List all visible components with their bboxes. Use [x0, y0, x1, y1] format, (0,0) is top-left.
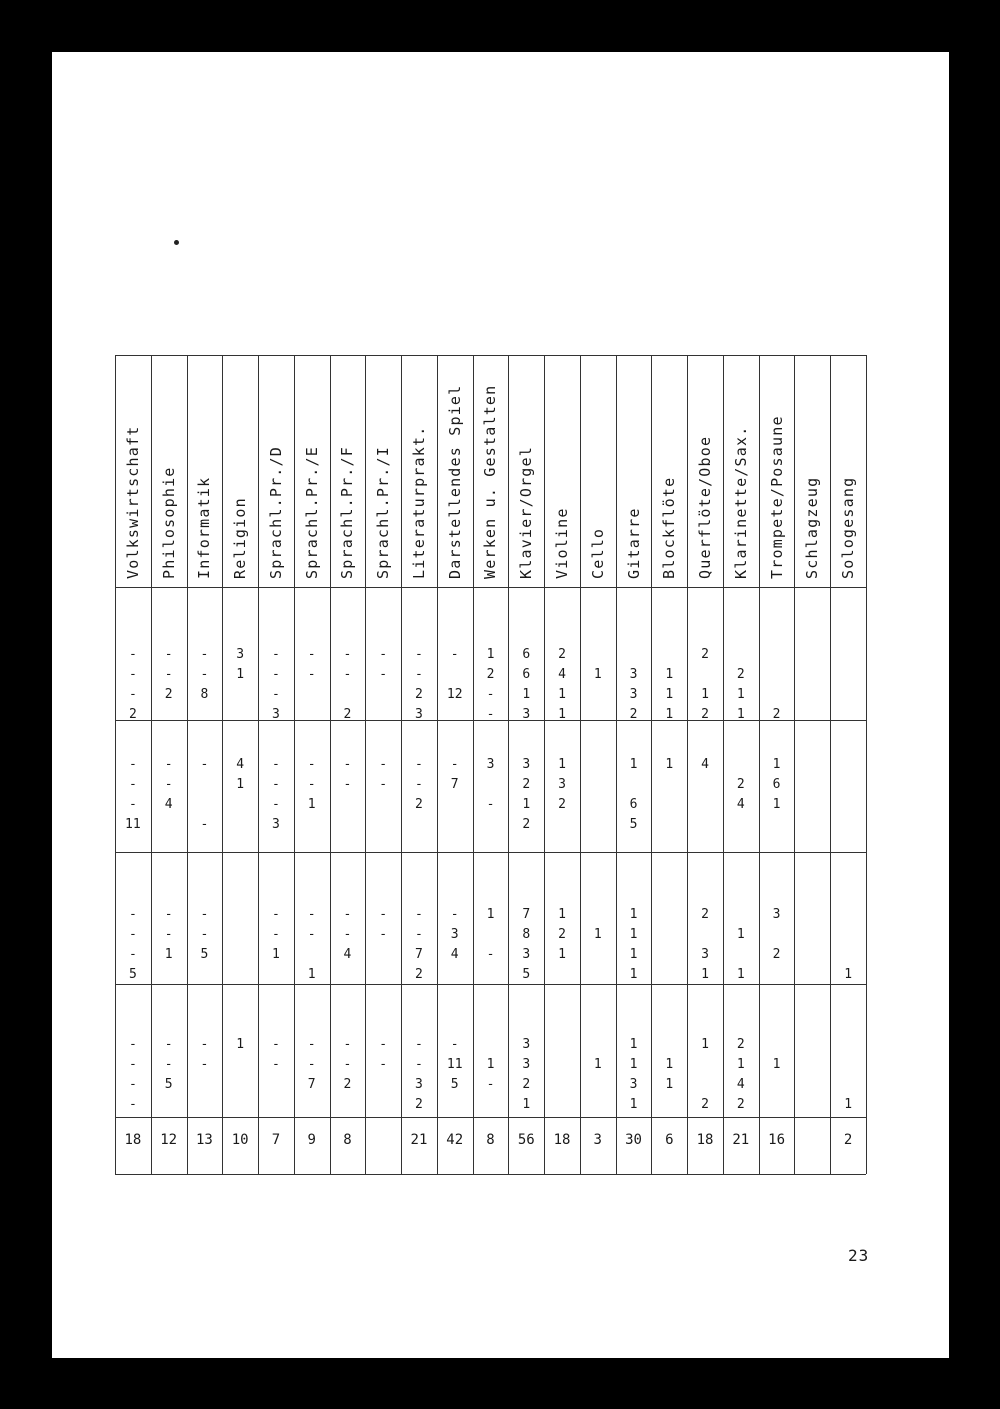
cell-value: 1: [844, 967, 853, 982]
column-header: [187, 355, 223, 587]
cell-value: -: [164, 647, 173, 662]
cell-value: 2: [415, 967, 423, 982]
column-header: [294, 355, 330, 587]
cell-value: -: [343, 757, 352, 772]
column-total: 6: [665, 1132, 674, 1148]
cell-value: 1: [236, 1037, 245, 1052]
ink-speck: [174, 240, 179, 245]
column-header: [222, 355, 258, 587]
table-column: [759, 355, 795, 1174]
page-number: 23: [848, 1246, 870, 1265]
cell-value: -: [200, 1057, 209, 1072]
cell-value: 1: [665, 707, 674, 722]
cell-value: -: [307, 667, 316, 682]
cell-value: 2: [415, 687, 423, 702]
cell-value: 7: [307, 1077, 316, 1092]
cell-value: -: [164, 1057, 173, 1072]
cell-value: -: [200, 927, 209, 942]
column-header: [687, 355, 723, 587]
cell-value: 1: [236, 667, 245, 682]
table-column: [187, 355, 223, 1174]
cell-value: -: [343, 777, 352, 792]
cell-value: 2: [343, 1077, 352, 1092]
column-header-label: Schlagzeug: [803, 476, 822, 579]
cell-value: -: [128, 907, 137, 922]
column-header: [830, 355, 866, 587]
cell-value: 3: [415, 707, 423, 722]
cell-value: 2: [343, 707, 352, 722]
cell-value: 4: [558, 667, 566, 682]
column-header-label: Sprachl.Pr./E: [302, 446, 321, 579]
cell-value: 2: [128, 707, 137, 722]
column-header: [330, 355, 366, 587]
cell-value: 1: [164, 947, 173, 962]
cell-value: -: [128, 757, 137, 772]
cell-value: 1: [701, 687, 709, 702]
cell-value: 2: [701, 907, 709, 922]
cell-value: -: [272, 907, 280, 922]
cell-value: 3: [629, 687, 638, 702]
cell-value: -: [450, 757, 459, 772]
cell-value: -: [415, 927, 423, 942]
cell-value: 1: [701, 967, 709, 982]
column-header: [544, 355, 580, 587]
cell-value: 1: [736, 967, 745, 982]
cell-value: -: [379, 647, 388, 662]
cell-value: 3: [522, 757, 531, 772]
column-header-label: Darstellendes Spiel: [445, 384, 464, 579]
cell-value: -: [415, 1037, 423, 1052]
column-header: [151, 355, 187, 587]
cell-value: 1: [558, 757, 566, 772]
cell-value: 2: [772, 707, 781, 722]
cell-value: 1: [736, 1057, 745, 1072]
cell-value: 2: [736, 1097, 745, 1112]
table-column: [437, 355, 473, 1174]
cell-value: 3: [236, 647, 245, 662]
cell-value: 2: [558, 797, 566, 812]
cell-value: 5: [164, 1077, 173, 1092]
column-total: 18: [553, 1132, 571, 1148]
column-header: [759, 355, 795, 587]
cell-value: -: [200, 757, 209, 772]
cell-value: -: [128, 647, 137, 662]
cell-value: 3: [522, 1037, 531, 1052]
cell-value: -: [379, 757, 388, 772]
cell-value: 8: [200, 687, 209, 702]
cell-value: 11: [446, 1057, 463, 1072]
cell-value: 2: [522, 817, 531, 832]
cell-value: 6: [522, 667, 531, 682]
cell-value: 1: [736, 687, 745, 702]
cell-value: 1: [593, 667, 602, 682]
cell-value: -: [200, 667, 209, 682]
cell-value: 1: [844, 1097, 853, 1112]
cell-value: -: [128, 777, 137, 792]
table-column: [222, 355, 258, 1174]
cell-value: 8: [522, 927, 531, 942]
cell-value: -: [164, 667, 173, 682]
table-column: [508, 355, 544, 1174]
cell-value: -: [307, 927, 316, 942]
cell-value: 1: [236, 777, 245, 792]
cell-value: 1: [593, 1057, 602, 1072]
cell-value: 2: [415, 797, 423, 812]
cell-value: 7: [450, 777, 459, 792]
column-header: [580, 355, 616, 587]
column-total: 3: [593, 1132, 602, 1148]
column-total: 9: [307, 1132, 316, 1148]
cell-value: 1: [307, 797, 316, 812]
cell-value: -: [272, 797, 280, 812]
cell-value: 1: [558, 947, 566, 962]
table-column: [401, 355, 437, 1174]
cell-value: 5: [522, 967, 531, 982]
cell-value: 1: [629, 1057, 638, 1072]
cell-value: 4: [164, 797, 173, 812]
cell-value: 1: [665, 1077, 674, 1092]
column-header: [723, 355, 759, 587]
cell-value: -: [415, 777, 423, 792]
cell-value: 3: [272, 707, 280, 722]
table-column: [151, 355, 187, 1174]
table-column: [330, 355, 366, 1174]
column-total: 21: [732, 1132, 750, 1148]
column-header-label: Volkswirtschaft: [123, 425, 142, 579]
cell-value: -: [128, 1057, 137, 1072]
table-column: [473, 355, 509, 1174]
cell-value: -: [128, 667, 137, 682]
cell-value: -: [272, 927, 280, 942]
cell-value: 4: [736, 1077, 745, 1092]
column-header: [437, 355, 473, 587]
column-header: [365, 355, 401, 587]
table-column: [830, 355, 866, 1174]
cell-value: 5: [128, 967, 137, 982]
table-column: [544, 355, 580, 1174]
column-header-label: Sprachl.Pr./I: [374, 446, 393, 579]
cell-value: -: [164, 927, 173, 942]
cell-value: -: [272, 777, 280, 792]
table-column: [723, 355, 759, 1174]
cell-value: -: [128, 1097, 137, 1112]
cell-value: 2: [164, 687, 173, 702]
cell-value: 12: [446, 687, 463, 702]
column-total: 12: [160, 1132, 178, 1148]
cell-value: 1: [665, 757, 674, 772]
cell-value: 5: [450, 1077, 459, 1092]
cell-value: 6: [629, 797, 638, 812]
cell-value: -: [200, 907, 209, 922]
cell-value: -: [450, 1037, 459, 1052]
column-rule: [866, 355, 867, 1174]
cell-value: -: [272, 757, 280, 772]
cell-value: 5: [629, 817, 638, 832]
column-total: 2: [843, 1132, 853, 1148]
cell-value: -: [128, 687, 137, 702]
cell-value: 2: [736, 777, 745, 792]
column-header-label: Cello: [588, 527, 607, 579]
column-header: [794, 355, 830, 587]
column-total: 7: [271, 1132, 281, 1148]
cell-value: 1: [629, 967, 638, 982]
column-header-label: Trompete/Posaune: [767, 415, 786, 579]
cell-value: 1: [629, 1037, 638, 1052]
cell-value: -: [307, 757, 316, 772]
cell-value: -: [379, 667, 388, 682]
cell-value: 2: [522, 1077, 531, 1092]
cell-value: -: [486, 947, 495, 962]
table-column: [365, 355, 401, 1174]
cell-value: -: [343, 927, 352, 942]
column-header-label: Violine: [553, 507, 572, 579]
column-header: [508, 355, 544, 587]
column-total: 56: [517, 1132, 535, 1148]
cell-value: -: [379, 927, 388, 942]
cell-value: -: [128, 1077, 137, 1092]
table-column: [687, 355, 723, 1174]
cell-value: -: [415, 647, 423, 662]
column-header-label: Sprachl.Pr./D: [266, 446, 285, 579]
table-column: [616, 355, 652, 1174]
cell-value: 4: [450, 947, 459, 962]
cell-value: 1: [522, 687, 531, 702]
cell-value: 1: [665, 667, 674, 682]
cell-value: 1: [772, 757, 781, 772]
course-statistics-table: [115, 355, 866, 1174]
cell-value: 4: [343, 947, 352, 962]
cell-value: -: [379, 777, 388, 792]
cell-value: -: [450, 907, 459, 922]
cell-value: -: [128, 1037, 137, 1052]
cell-value: 1: [486, 907, 495, 922]
cell-value: 4: [736, 797, 745, 812]
cell-value: 2: [558, 927, 566, 942]
column-total: 42: [446, 1132, 464, 1148]
cell-value: -: [343, 647, 352, 662]
cell-value: -: [307, 1037, 316, 1052]
cell-value: 1: [701, 1037, 709, 1052]
cell-value: 1: [307, 967, 316, 982]
cell-value: 1: [522, 1097, 531, 1112]
table-rule: [115, 1174, 866, 1175]
cell-value: -: [200, 1037, 209, 1052]
cell-value: 1: [629, 1097, 638, 1112]
cell-value: 6: [522, 647, 531, 662]
cell-value: 3: [450, 927, 459, 942]
cell-value: 2: [736, 667, 745, 682]
cell-value: 2: [486, 667, 495, 682]
cell-value: -: [200, 817, 209, 832]
column-header: [616, 355, 652, 587]
cell-value: -: [379, 1037, 388, 1052]
cell-value: -: [415, 907, 423, 922]
cell-value: -: [128, 797, 137, 812]
cell-value: 3: [629, 667, 638, 682]
column-header-label: Klavier/Orgel: [517, 446, 536, 579]
cell-value: -: [415, 667, 423, 682]
cell-value: 1: [558, 687, 566, 702]
cell-value: -: [415, 1057, 423, 1072]
cell-value: 7: [522, 907, 531, 922]
cell-value: -: [164, 777, 173, 792]
cell-value: 3: [629, 1077, 638, 1092]
table-column: [115, 355, 151, 1174]
cell-value: -: [486, 797, 495, 812]
cell-value: 1: [558, 707, 566, 722]
cell-value: 1: [629, 907, 638, 922]
column-total: 8: [486, 1132, 495, 1148]
column-header-label: Informatik: [195, 476, 214, 579]
cell-value: 1: [629, 927, 638, 942]
column-header-label: Philosophie: [159, 466, 178, 579]
cell-value: -: [343, 907, 352, 922]
cell-value: 3: [522, 707, 531, 722]
table-column: [294, 355, 330, 1174]
column-total: 16: [768, 1132, 785, 1148]
cell-value: -: [379, 1057, 388, 1072]
column-total: 18: [696, 1132, 714, 1148]
cell-value: -: [379, 907, 388, 922]
cell-value: -: [343, 1057, 352, 1072]
column-header: [651, 355, 687, 587]
cell-value: 6: [772, 777, 781, 792]
cell-value: 4: [701, 757, 709, 772]
cell-value: -: [307, 777, 316, 792]
cell-value: -: [486, 707, 495, 722]
column-header: [115, 355, 151, 587]
cell-value: -: [450, 647, 459, 662]
cell-value: 3: [522, 947, 531, 962]
cell-value: -: [128, 927, 137, 942]
cell-value: -: [272, 647, 280, 662]
cell-value: 3: [486, 757, 495, 772]
cell-value: -: [307, 1057, 316, 1072]
cell-value: 3: [272, 817, 280, 832]
column-total: 8: [343, 1132, 352, 1148]
cell-value: 2: [558, 647, 566, 662]
cell-value: 1: [772, 1057, 781, 1072]
cell-value: -: [486, 687, 495, 702]
cell-value: 3: [415, 1077, 423, 1092]
cell-value: 2: [701, 707, 709, 722]
table-column: [794, 355, 830, 1174]
cell-value: 1: [665, 687, 674, 702]
cell-value: -: [415, 757, 423, 772]
cell-value: 5: [200, 947, 209, 962]
cell-value: 11: [125, 817, 141, 832]
cell-value: -: [486, 1077, 495, 1092]
cell-value: 1: [629, 757, 638, 772]
cell-value: 7: [415, 947, 423, 962]
cell-value: 1: [272, 947, 280, 962]
cell-value: -: [343, 1037, 352, 1052]
column-total: 13: [195, 1132, 213, 1148]
cell-value: 3: [558, 777, 566, 792]
cell-value: -: [200, 647, 209, 662]
cell-value: 1: [486, 1057, 495, 1072]
cell-value: -: [164, 757, 173, 772]
column-header-label: Sologesang: [839, 476, 858, 579]
cell-value: 2: [522, 777, 531, 792]
cell-value: 1: [772, 797, 781, 812]
cell-value: 1: [736, 927, 745, 942]
cell-value: 2: [772, 947, 781, 962]
cell-value: 1: [665, 1057, 674, 1072]
column-header-label: Gitarre: [624, 507, 643, 579]
cell-value: -: [272, 1057, 280, 1072]
cell-value: 4: [236, 757, 245, 772]
cell-value: -: [164, 1037, 173, 1052]
cell-value: -: [272, 667, 280, 682]
cell-value: -: [128, 947, 137, 962]
cell-value: -: [272, 687, 280, 702]
column-total: 21: [410, 1132, 428, 1148]
table-column: [580, 355, 616, 1174]
column-total: 18: [124, 1132, 142, 1148]
cell-value: 2: [701, 1097, 709, 1112]
cell-value: 3: [522, 1057, 531, 1072]
column-header-label: Religion: [231, 497, 250, 579]
cell-value: 2: [415, 1097, 423, 1112]
column-header-label: Werken u. Gestalten: [481, 384, 500, 579]
table-column: [651, 355, 687, 1174]
column-header: [473, 355, 509, 587]
cell-value: -: [272, 1037, 280, 1052]
cell-value: 3: [772, 907, 781, 922]
cell-value: 1: [486, 647, 495, 662]
cell-value: -: [164, 907, 173, 922]
column-total: 10: [231, 1132, 249, 1148]
cell-value: 3: [701, 947, 709, 962]
cell-value: 1: [522, 797, 531, 812]
column-header-label: Sprachl.Pr./F: [338, 446, 357, 579]
column-header: [258, 355, 294, 587]
column-header-label: Blockflöte: [660, 476, 679, 579]
table-column: [258, 355, 294, 1174]
cell-value: 2: [629, 707, 638, 722]
cell-value: 2: [701, 647, 709, 662]
column-total: 30: [625, 1132, 642, 1148]
cell-value: 1: [736, 707, 745, 722]
column-header-label: Klarinette/Sax.: [731, 425, 750, 579]
cell-value: -: [343, 667, 352, 682]
cell-value: -: [307, 647, 316, 662]
column-header: [401, 355, 437, 587]
column-header-label: Literaturprakt.: [409, 425, 428, 579]
cell-value: 1: [629, 947, 638, 962]
cell-value: 1: [558, 907, 566, 922]
column-header-label: Querflöte/Oboe: [696, 435, 715, 579]
cell-value: 2: [736, 1037, 745, 1052]
cell-value: -: [307, 907, 316, 922]
cell-value: 1: [593, 927, 602, 942]
